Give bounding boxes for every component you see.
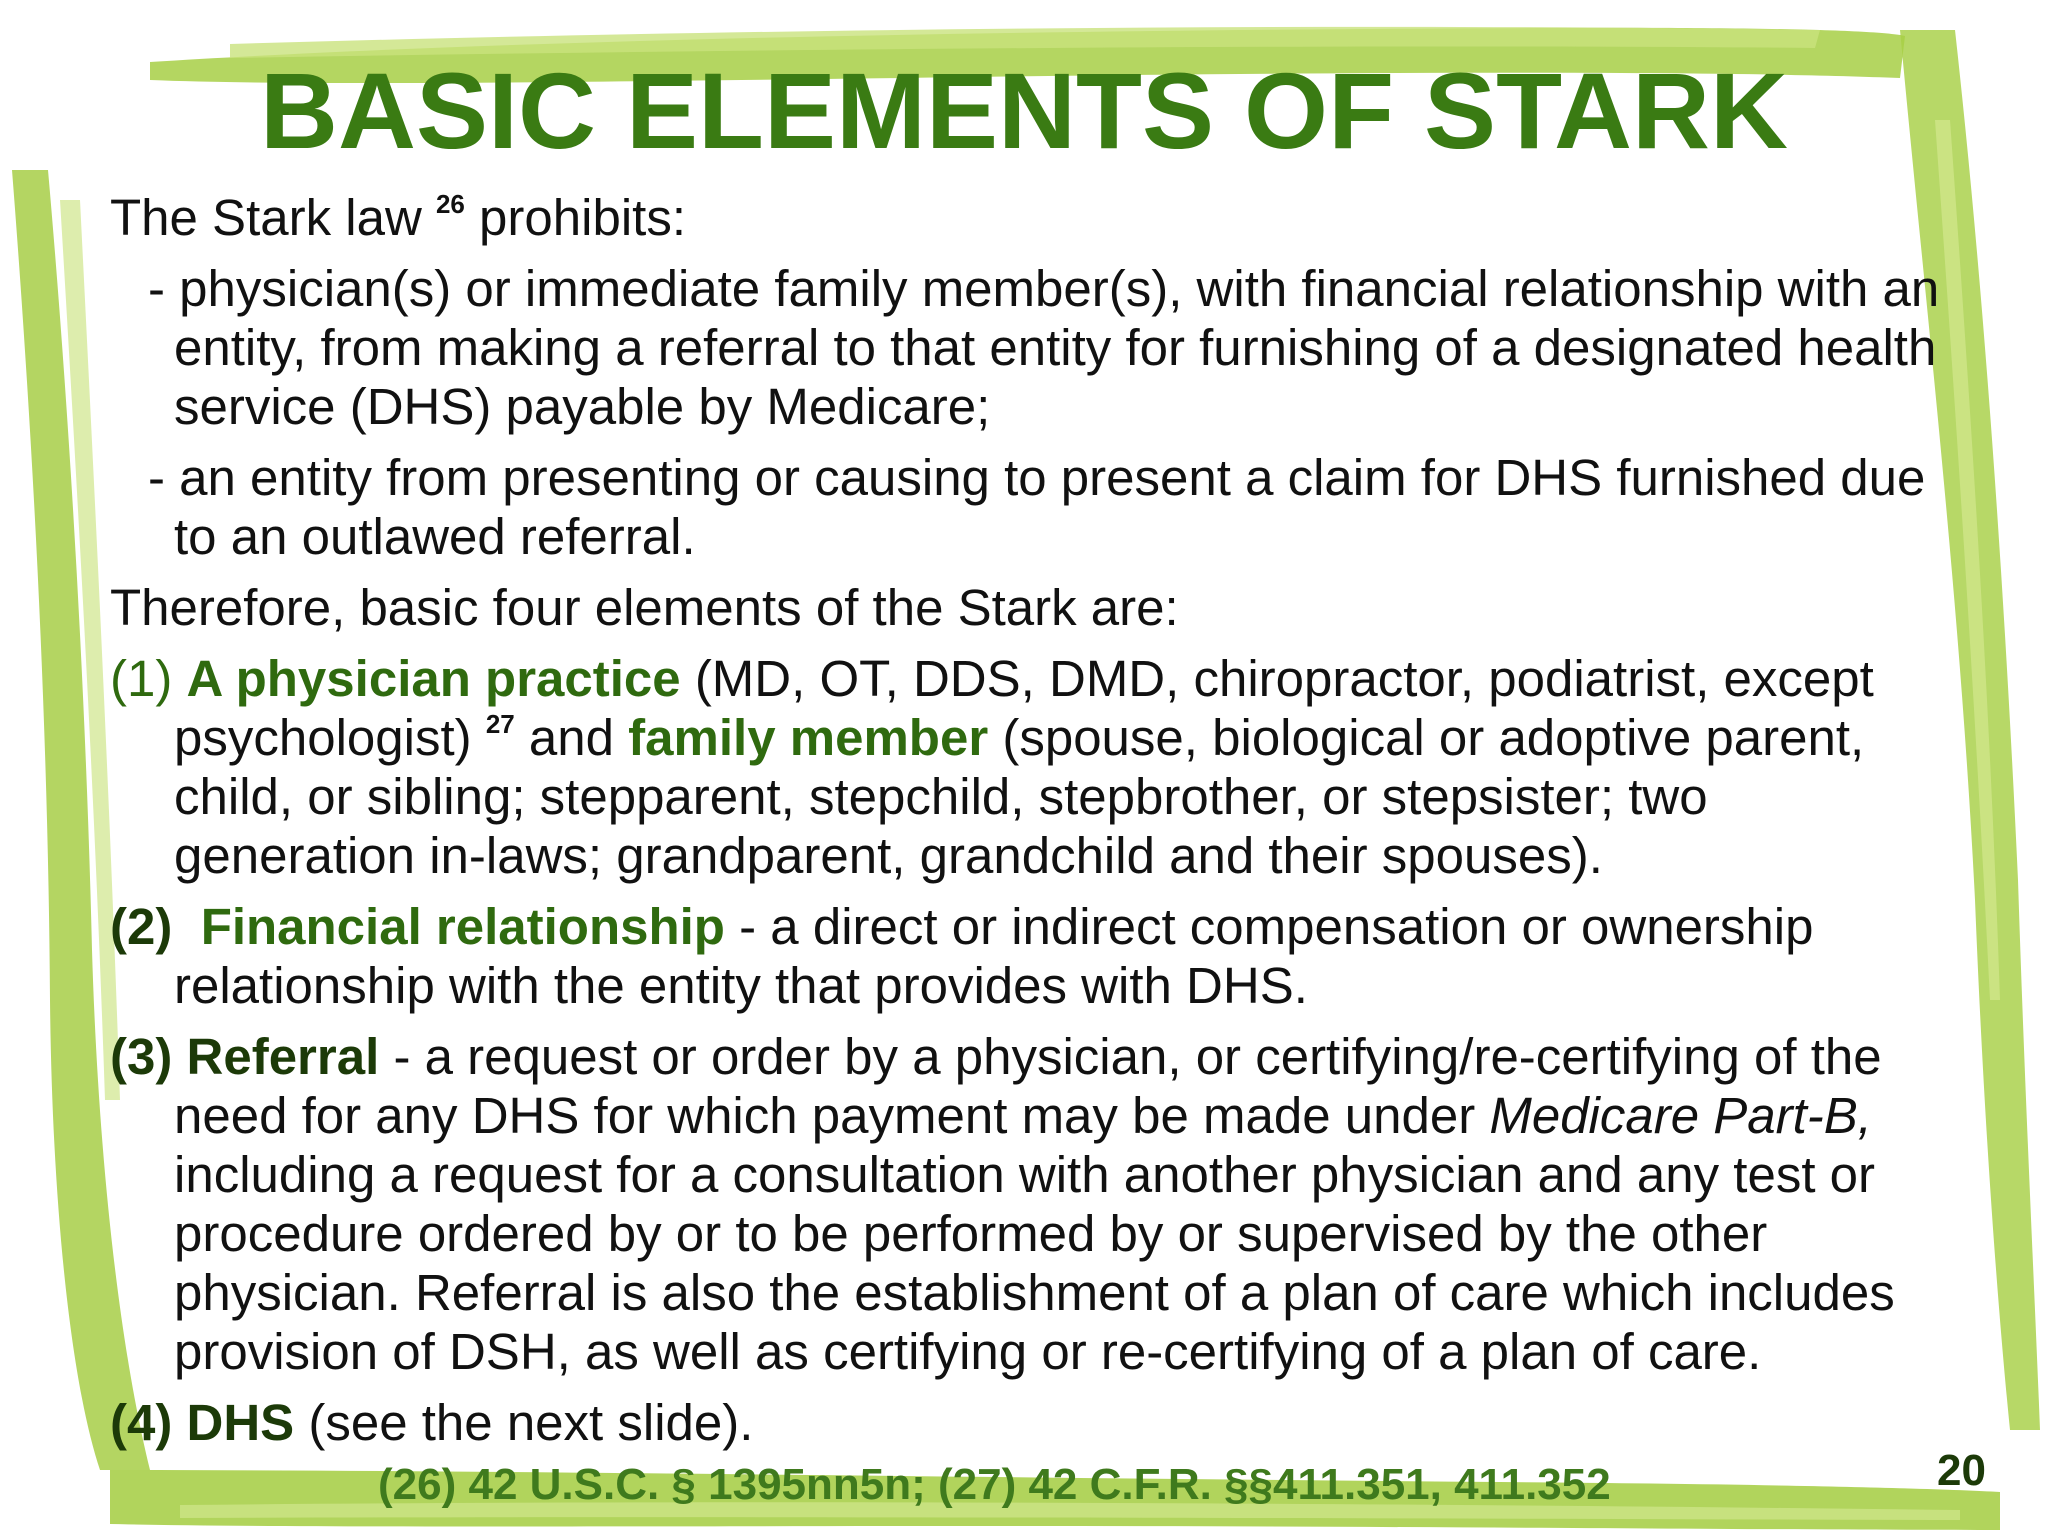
element-4 xyxy=(110,1393,1940,1452)
element-1-text: (MD, OT, DDS, DMD, chiropractor, podiatrist, except psychologist) xyxy=(174,650,1874,766)
slide-title: BASIC ELEMENTS OF STARK xyxy=(259,50,1789,171)
element-3-text-2: including a request for a consultation with another physician and any test or procedure ordered by or to be performed by or supervised by the other physician. Referral is also the establishment of a plan of care which includes provision of DSH, as well as certifying or re-certifying of a plan of care. xyxy=(174,1146,1895,1380)
footnote-ref-26: 26 xyxy=(435,189,465,219)
element-2-term: Financial relationship xyxy=(200,898,725,955)
element-2-text: - a direct or indirect compensation or ownership relationship with the entity that provides with DHS. xyxy=(174,898,1814,1014)
intro-line xyxy=(110,188,1940,247)
element-3-text: - a request or order by a physician, or certifying/re-certifying of the need for any DHS for which payment may be made under xyxy=(174,1028,1882,1144)
element-3-number: (3) xyxy=(110,1028,173,1085)
element-2-number: (2) xyxy=(110,898,173,955)
element-1-term-2: family member xyxy=(628,709,989,766)
element-1 xyxy=(110,649,1940,885)
element-3-term: Referral xyxy=(186,1028,380,1085)
element-4-term: DHS xyxy=(186,1394,295,1451)
element-3 xyxy=(110,1027,1940,1381)
therefore-line: Therefore, basic four elements of the Stark are: xyxy=(110,579,1179,636)
element-1-term: A physician practice xyxy=(186,650,681,707)
footnote-ref-27: 27 xyxy=(485,709,515,739)
element-1-number: (1) xyxy=(110,650,173,707)
intro-text-after: prohibits: xyxy=(464,189,686,246)
element-3-italic: Medicare Part-B, xyxy=(1489,1087,1872,1144)
page-number: 20 xyxy=(1937,1446,1986,1495)
slide-body xyxy=(110,188,1940,1464)
footnote-citations: (26) 42 U.S.C. § 1395nn5n; (27) 42 C.F.R. §§411.351, 411.352 xyxy=(378,1460,1611,1509)
prohibition-item: - physician(s) or immediate family member(s), with financial relationship with an entity, from making a referral to that entity for furnishing of a designated health service (DHS) payable by Medicare; xyxy=(148,260,1940,435)
prohibition-item: - an entity from presenting or causing to present a claim for DHS furnished due to an outlawed referral. xyxy=(148,449,1926,565)
element-1-mid: and xyxy=(514,709,629,766)
element-1-text-2: (spouse, biological or adoptive parent, child, or sibling; stepparent, stepchild, stepbrother, or stepsister; two generation in-laws; grandparent, grandchild and their spouses). xyxy=(174,709,1865,884)
element-2 xyxy=(110,897,1940,1015)
intro-text-before: The Stark law xyxy=(110,189,436,246)
element-4-number: (4) xyxy=(110,1394,173,1451)
element-4-text: (see the next slide). xyxy=(294,1394,754,1451)
